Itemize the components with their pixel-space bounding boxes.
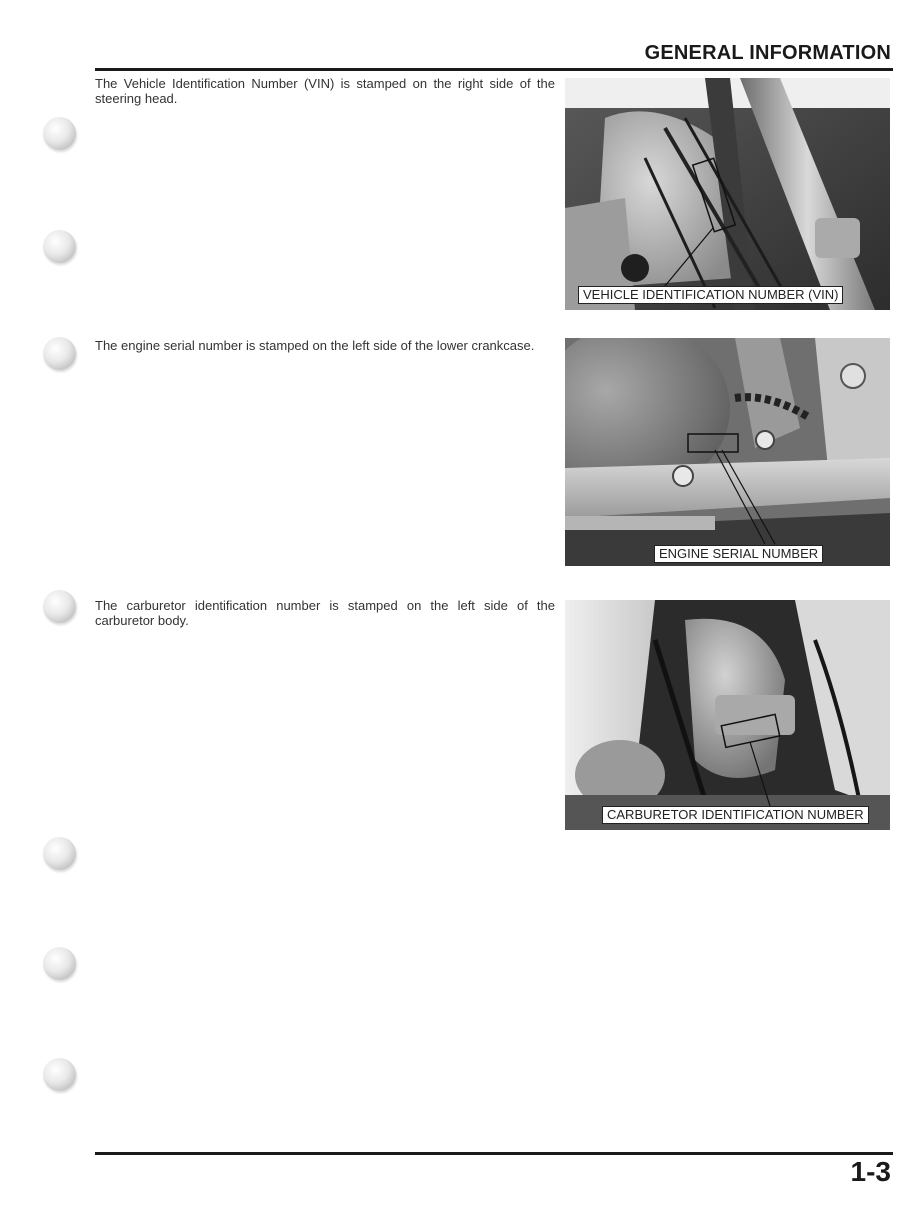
carburetor-callout-label: CARBURETOR IDENTIFICATION NUMBER [602, 806, 869, 824]
carburetor-description: The carburetor identification number is stamped on the left side of the carburetor body. [95, 598, 555, 628]
page-number: 1-3 [850, 1156, 891, 1187]
binder-hole-icon [43, 337, 76, 370]
binder-hole-icon [43, 117, 76, 150]
section-title: GENERAL INFORMATION [644, 42, 891, 64]
bottom-rule [95, 1152, 893, 1155]
binder-hole-icon [43, 1058, 76, 1091]
vin-callout-label: VEHICLE IDENTIFICATION NUMBER (VIN) [578, 286, 843, 304]
vin-photo [565, 78, 890, 310]
binder-hole-icon [43, 230, 76, 263]
engine-serial-description: The engine serial number is stamped on the left side of the lower crankcase. [95, 338, 535, 353]
binder-hole-icon [43, 947, 76, 980]
binder-hole-icon [43, 837, 76, 870]
vin-description: The Vehicle Identification Number (VIN) is stamped on the right side of the steering head. [95, 76, 555, 106]
binder-hole-icon [43, 590, 76, 623]
engine-photo [565, 338, 890, 566]
engine-serial-callout-label: ENGINE SERIAL NUMBER [654, 545, 823, 563]
carburetor-photo [565, 600, 890, 830]
top-rule [95, 68, 893, 71]
